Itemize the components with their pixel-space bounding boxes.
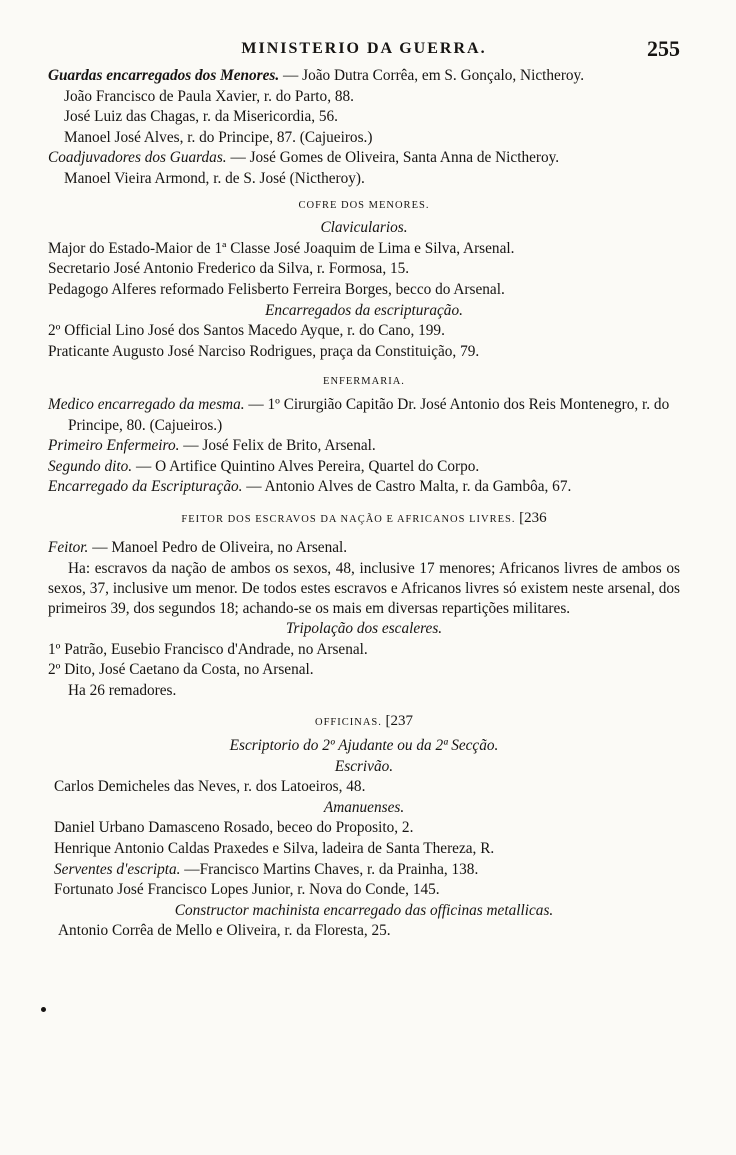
role-label: Serventes d'escripta. (54, 860, 181, 878)
entry-text: — Manoel Pedro de Oliveira, no Arsenal. (92, 539, 348, 557)
entry-coadjuvadores (48, 148, 680, 169)
entry-line: Ha 26 remadores. (68, 681, 177, 699)
subheading-clavicularios: Clavicularios. (320, 219, 408, 237)
entry-line: Antonio Corrêa de Mello e Oliveira, r. da Floresta, 25. (58, 922, 391, 940)
entry-text: — João Dutra Corrêa, em S. Gonçalo, Nictheroy. (283, 67, 585, 84)
paragraph-escravos: Ha: escravos da nação de ambos os sexos, 48, inclusive 17 menores; Africanos livres de ambos os sexos, 37, inclusive um menor. De todos estes escravos e Africanos livres só existem neste arsenal, dos primeiros 39, dos segundos 18; achando-se os mais em diversas repartições militares. (48, 560, 680, 618)
heading-text: OFFICINAS. (314, 717, 382, 729)
role-label: Primeiro Enfermeiro. (48, 437, 180, 455)
entry-line: João Francisco de Paula Xavier, r. do Parto, 88. (64, 87, 354, 105)
entry-text: — José Gomes de Oliveira, Santa Anna de Nictheroy. (230, 149, 560, 167)
section-ref: [236 (519, 509, 547, 526)
section-heading-feitor (48, 508, 680, 531)
entry-text: — José Felix de Brito, Arsenal. (183, 437, 376, 455)
subheading-escriptorio: Escriptorio do 2º Ajudante ou da 2ª Secção. (229, 737, 499, 755)
role-label: Guardas encarregados dos Menores. (48, 67, 280, 84)
entry-segundo (48, 457, 680, 478)
entry-line: José Luiz das Chagas, r. da Misericordia, 56. (64, 108, 339, 126)
page-number: 255 (647, 36, 680, 61)
entry-line: Secretario José Antonio Frederico da Silva, r. Formosa, 15. (48, 260, 410, 278)
page-body (48, 66, 680, 942)
role-label: Segundo dito. (48, 457, 133, 475)
entry-text: —Francisco Martins Chaves, r. da Prainha, 138. (184, 860, 479, 878)
entry-serventes (48, 860, 680, 881)
section-heading-enfermaria: ENFERMARIA. (323, 376, 405, 388)
subheading-amanuenses: Amanuenses. (323, 798, 405, 816)
role-label: Encarregado da Escripturação. (48, 478, 243, 496)
entry-guardas-menores (48, 66, 680, 87)
entry-text: — Antonio Alves de Castro Malta, r. da Gambôa, 67. (246, 478, 572, 496)
ink-dot (41, 1007, 46, 1012)
entry-line: Praticante Augusto José Narciso Rodrigues, praça da Constituição, 79. (48, 342, 480, 360)
entry-line: Fortunato José Francisco Lopes Junior, r. Nova do Conde, 145. (54, 881, 440, 899)
entry-line: Manoel José Alves, r. do Principe, 87. (Cajueiros.) (64, 128, 373, 146)
entry-line: Manoel Vieira Armond, r. de S. José (Nictheroy). (64, 169, 365, 187)
entry-line: Daniel Urbano Damasceno Rosado, beceo do Proposito, 2. (54, 819, 414, 837)
role-label: Feitor. (48, 539, 89, 557)
role-label: Coadjuvadores dos Guardas. (48, 149, 227, 167)
entry-line: Carlos Demicheles das Neves, r. dos Latoeiros, 48. (54, 778, 366, 796)
heading-text: FEITOR DOS ESCRAVOS DA NAÇÃO E AFRICANOS LIVRES. (181, 513, 516, 525)
entry-text: — O Artifice Quintino Alves Pereira, Quartel do Corpo. (135, 457, 480, 475)
subheading-escrivao: Escrivão. (334, 757, 394, 775)
entry-line: 1º Patrão, Eusebio Francisco d'Andrade, no Arsenal. (48, 640, 368, 658)
entry-escripturacao (48, 477, 680, 498)
role-label: Medico encarregado da mesma. (48, 395, 245, 413)
subheading-escripturacao: Encarregados da escripturação. (265, 301, 463, 319)
running-title: MINISTERIO DA GUERRA. (241, 40, 487, 57)
section-heading-officinas (48, 711, 680, 734)
section-ref: [237 (385, 713, 413, 730)
entry-text: — 1º Cirurgião Capitão Dr. José Antonio dos Reis Montenegro, r. do Principe, 80. (Cajueiros.) (68, 395, 670, 434)
section-heading-cofre: COFRE DOS MENORES. (298, 199, 430, 211)
entry-line: 2º Dito, José Caetano da Costa, no Arsenal. (48, 661, 314, 679)
page-header (48, 36, 680, 66)
entry-feitor (48, 538, 680, 559)
entry-line: Henrique Antonio Caldas Praxedes e Silva, ladeira de Santa Thereza, R. (54, 840, 495, 857)
entry-medico (48, 395, 680, 436)
entry-line: 2º Official Lino José dos Santos Macedo Ayque, r. do Cano, 199. (48, 322, 445, 340)
subheading-tripolacao: Tripolação dos escaleres. (285, 620, 443, 638)
entry-line: Major do Estado-Maior de 1ª Classe José Joaquim de Lima e Silva, Arsenal. (48, 239, 515, 257)
subheading-constructor: Constructor machinista encarregado das officinas metallicas. (174, 901, 554, 919)
entry-line: Pedagogo Alferes reformado Felisberto Ferreira Borges, becco do Arsenal. (48, 280, 505, 298)
entry-enfermeiro (48, 436, 680, 457)
